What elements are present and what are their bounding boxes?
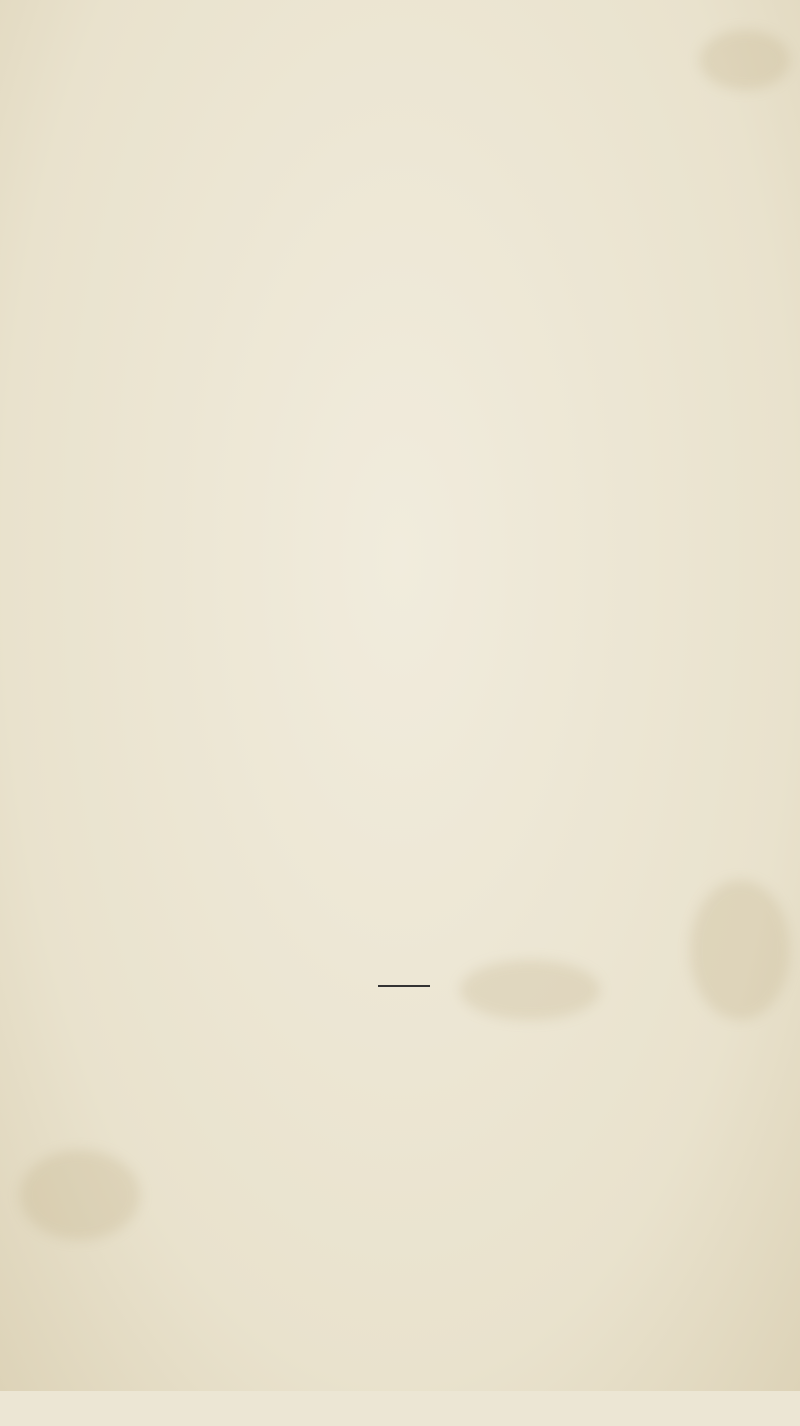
toc-entry <box>0 927 800 957</box>
toc-entry <box>0 760 800 790</box>
toc-entry <box>0 282 800 312</box>
toc-entry <box>0 314 800 344</box>
toc-entry <box>0 376 800 406</box>
toc-entry <box>0 345 800 375</box>
section-heading-row <box>0 1222 800 1252</box>
toc-entry <box>0 843 800 873</box>
chapter-heading-row <box>0 1129 800 1159</box>
toc-entry <box>0 955 800 985</box>
divider-rule <box>378 985 430 987</box>
toc-entry <box>0 591 800 621</box>
toc-entry <box>0 562 800 592</box>
toc-entry <box>0 450 800 480</box>
toc-entry <box>0 534 800 564</box>
toc-entry <box>0 619 800 649</box>
toc-entry <box>0 647 800 677</box>
foxing-stain <box>700 30 790 90</box>
toc-entry <box>0 816 800 846</box>
page-header <box>0 88 800 116</box>
section-heading-row <box>0 1171 800 1201</box>
toc-entry <box>0 899 800 929</box>
section-heading-row <box>0 1396 800 1426</box>
section-heading-row <box>0 420 800 450</box>
toc-entry <box>0 871 800 901</box>
section-heading-row <box>0 250 800 280</box>
toc-entry <box>0 675 800 705</box>
toc-entry <box>0 788 800 818</box>
toc-entry <box>0 478 800 508</box>
toc-entry <box>0 730 800 760</box>
toc-entry <box>0 702 800 732</box>
toc-entry <box>0 506 800 536</box>
